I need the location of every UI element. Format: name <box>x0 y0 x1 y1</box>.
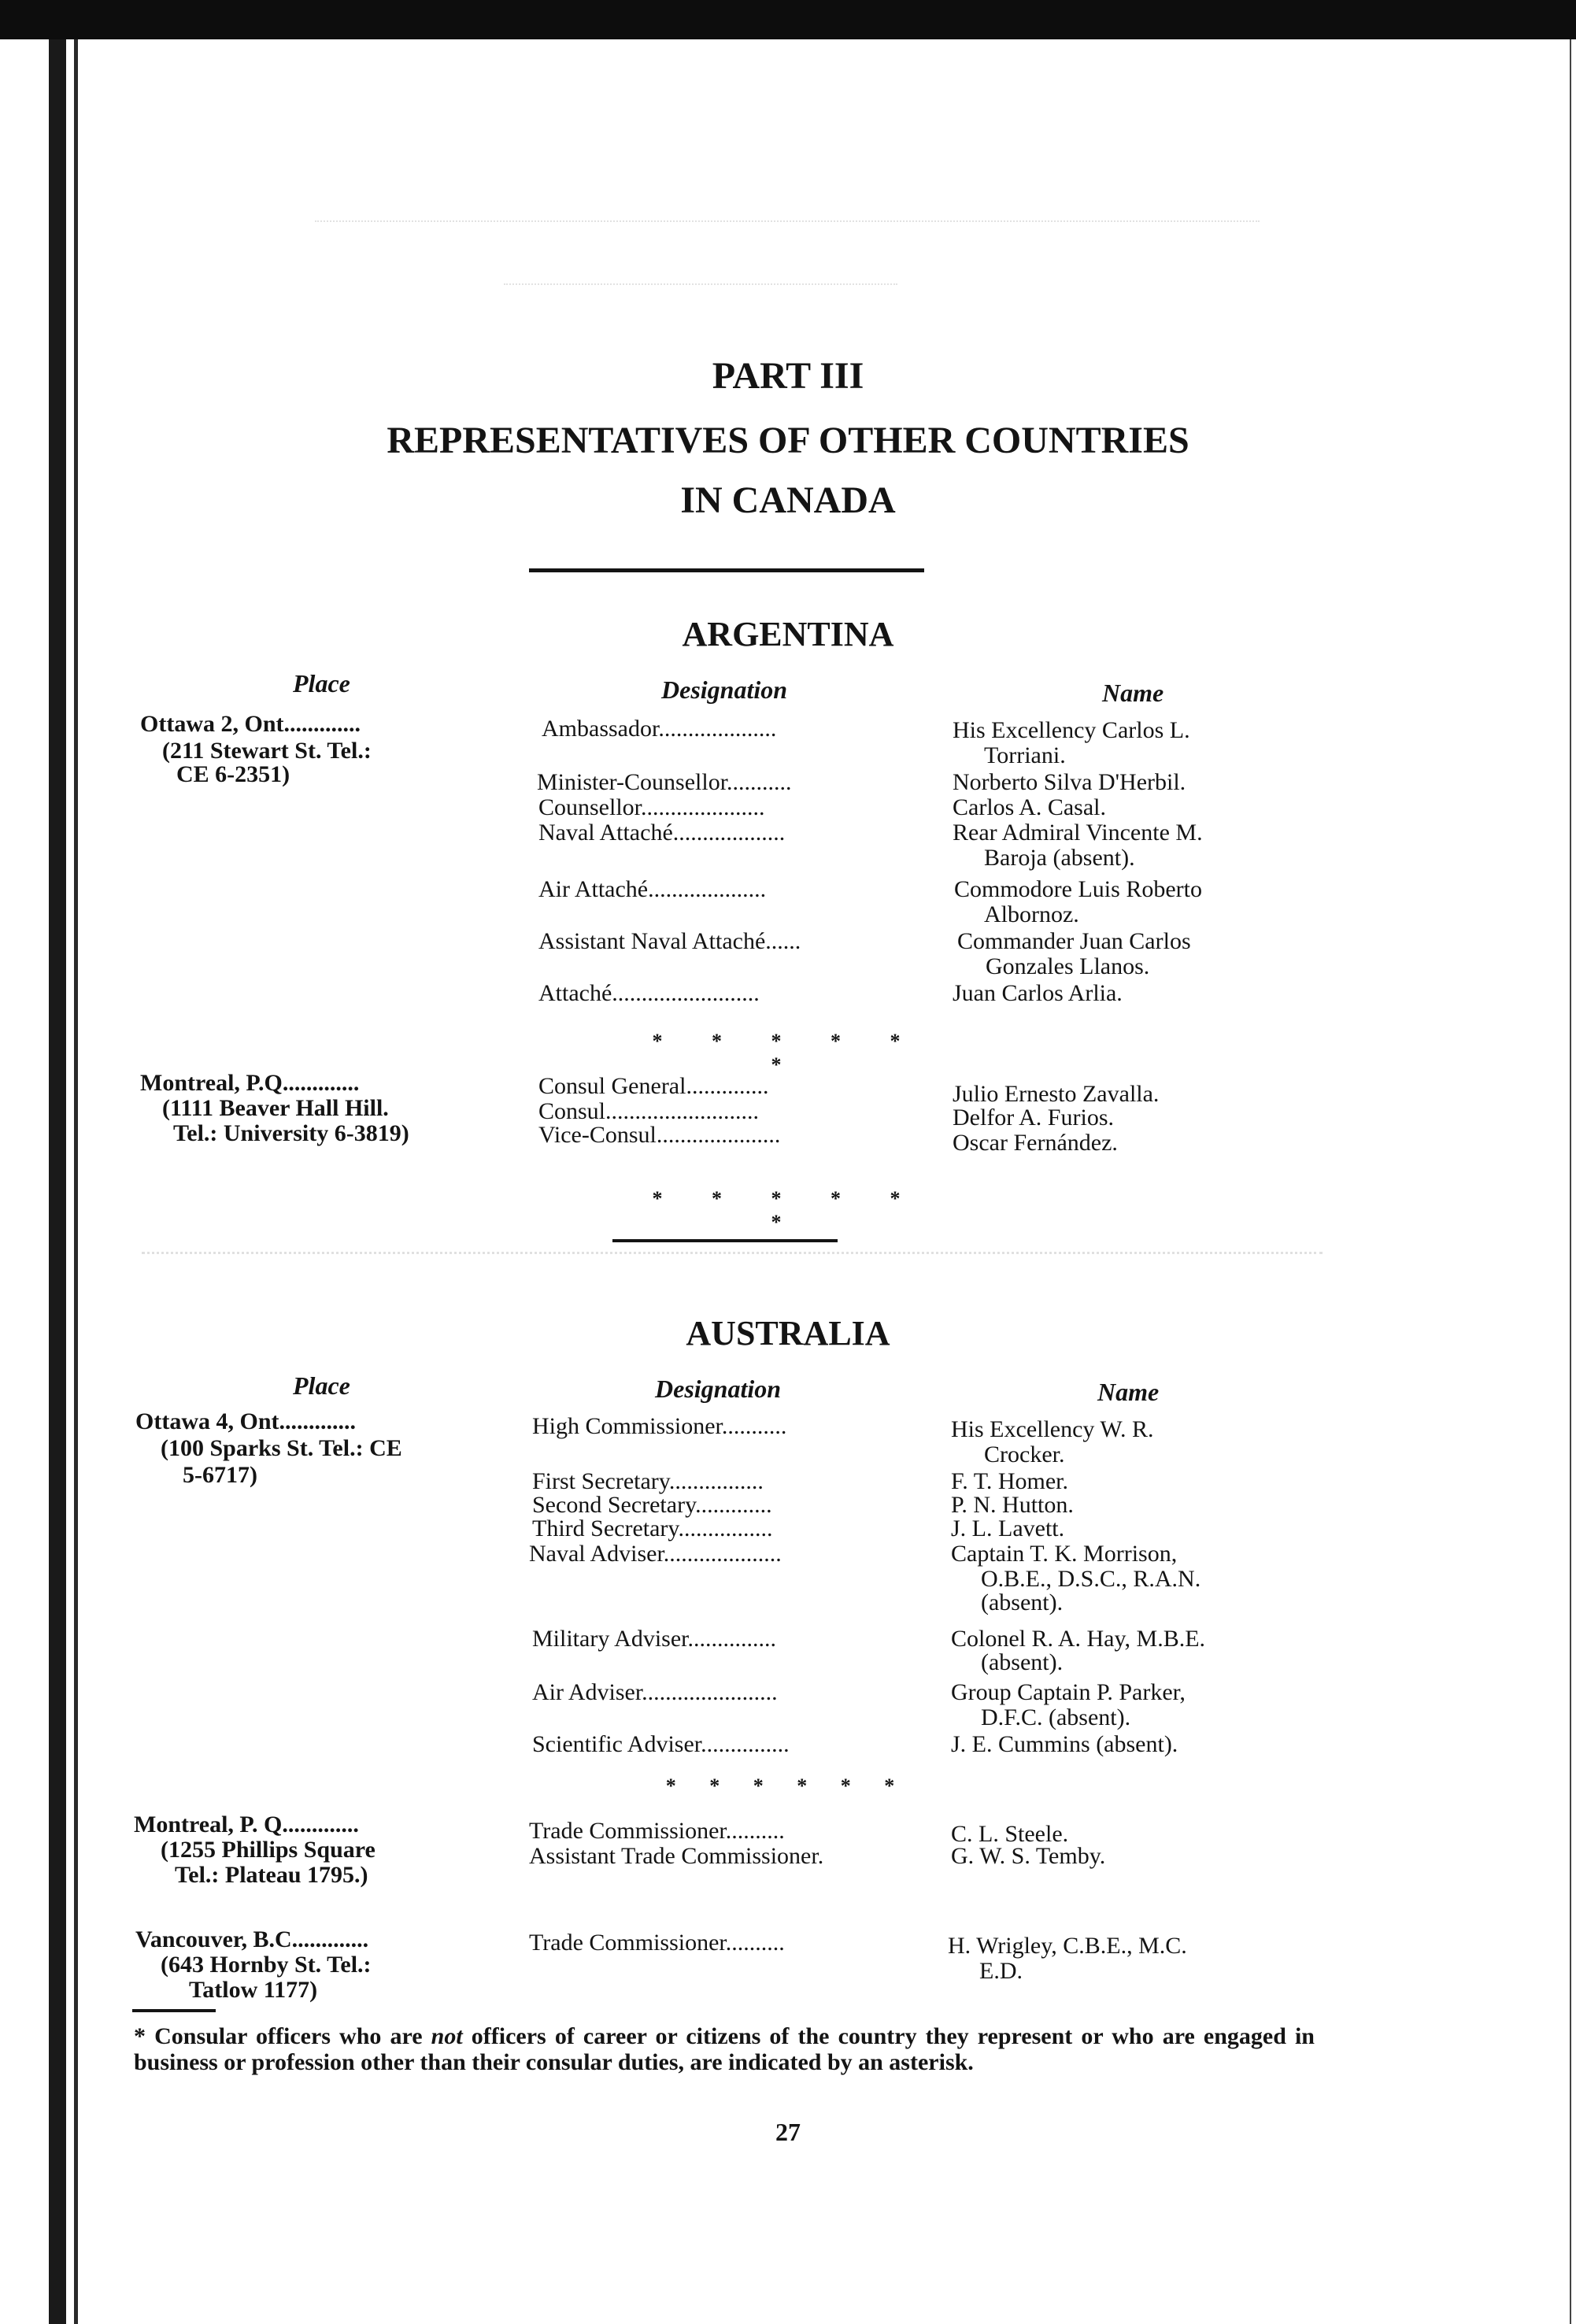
name-cell: P. N. Hutton. <box>951 1492 1074 1518</box>
name-cell: E.D. <box>979 1958 1023 1984</box>
designation-cell: Counsellor..................... <box>538 794 765 820</box>
bleed-through-mark <box>142 1244 1323 1254</box>
designation-cell: Naval Adviser.................... <box>529 1541 782 1567</box>
name-cell: His Excellency W. R. <box>951 1416 1154 1442</box>
name-cell: Captain T. K. Morrison, <box>951 1541 1178 1567</box>
section-separator: * * * * * * <box>652 1030 923 1076</box>
designation-cell: High Commissioner........... <box>532 1413 787 1439</box>
designation-cell: Naval Attaché................... <box>538 820 786 846</box>
name-cell: Carlos A. Casal. <box>953 794 1106 820</box>
part-heading: PART III <box>712 355 864 397</box>
name-cell: Gonzales Llanos. <box>986 953 1150 979</box>
name-cell: Crocker. <box>984 1441 1065 1467</box>
name-cell: Commander Juan Carlos <box>957 928 1191 954</box>
name-cell: D.F.C. (absent). <box>981 1704 1131 1730</box>
name-cell: Colonel R. A. Hay, M.B.E. <box>951 1626 1206 1652</box>
page-number: 27 <box>775 2118 801 2146</box>
designation-cell: Ambassador.................... <box>542 716 777 742</box>
designation-cell: Air Attaché.................... <box>538 876 767 902</box>
column-header-designation: Designation <box>661 675 788 704</box>
bleed-through-mark <box>315 197 1260 222</box>
section-rule <box>612 1239 838 1242</box>
name-cell: J. E. Cummins (absent). <box>951 1731 1178 1757</box>
name-cell: Rear Admiral Vincente M. <box>953 820 1203 846</box>
column-header-name: Name <box>1102 679 1164 707</box>
name-cell: Albornoz. <box>984 901 1079 927</box>
name-cell: (absent). <box>981 1589 1064 1615</box>
name-cell: Juan Carlos Arlia. <box>953 980 1123 1006</box>
designation-cell: Third Secretary................ <box>532 1515 773 1541</box>
name-cell: F. T. Homer. <box>951 1468 1068 1494</box>
designation-cell: Attaché......................... <box>538 980 760 1006</box>
country-heading-australia: AUSTRALIA <box>686 1314 890 1353</box>
name-cell: Baroja (absent). <box>984 845 1135 871</box>
name-cell: O.B.E., D.S.C., R.A.N. <box>981 1566 1201 1592</box>
name-cell: Delfor A. Furios. <box>953 1105 1114 1131</box>
name-cell: Oscar Fernández. <box>953 1130 1118 1156</box>
name-cell: H. Wrigley, C.B.E., M.C. <box>948 1933 1187 1959</box>
title-rule <box>529 568 924 572</box>
footnote: * Consular officers who are not officers of career or citizens of the country they represent or who are engaged in business or profession other than their consular duties, are indicated by an asterisk. <box>134 2023 1315 2075</box>
name-cell: Torriani. <box>984 742 1066 768</box>
bleed-through-mark <box>504 260 897 285</box>
section-separator: * * * * * * <box>665 1774 909 1797</box>
column-header-place: Place <box>293 1371 350 1400</box>
name-cell: Norberto Silva D'Herbil. <box>953 769 1186 795</box>
name-cell: Julio Ernesto Zavalla. <box>953 1081 1160 1107</box>
designation-cell: Vice-Consul..................... <box>538 1122 781 1148</box>
name-cell: G. W. S. Temby. <box>951 1843 1106 1869</box>
country-heading-argentina: ARGENTINA <box>682 615 894 653</box>
designation-cell: Consul.......................... <box>538 1098 760 1124</box>
name-cell: (absent). <box>981 1649 1064 1675</box>
column-header-place: Place <box>293 669 350 698</box>
name-cell: C. L. Steele. <box>951 1821 1069 1847</box>
scan-top-border <box>0 0 1576 39</box>
column-header-name: Name <box>1097 1378 1160 1406</box>
designation-cell: Air Adviser....................... <box>532 1679 778 1705</box>
footnote-rule <box>132 2009 216 2012</box>
designation-cell: Scientific Adviser............... <box>532 1731 790 1757</box>
name-cell: Commodore Luis Roberto <box>954 876 1202 902</box>
designation-cell: Trade Commissioner.......... <box>529 1818 785 1844</box>
designation-cell: Consul General.............. <box>538 1073 769 1099</box>
name-cell: Group Captain P. Parker, <box>951 1679 1186 1705</box>
designation-cell: First Secretary................ <box>532 1468 764 1494</box>
designation-cell: Assistant Naval Attaché...... <box>538 928 801 954</box>
designation-cell: Second Secretary............. <box>532 1492 772 1518</box>
page-title-line2: IN CANADA <box>680 479 896 521</box>
name-cell: His Excellency Carlos L. <box>953 717 1190 743</box>
name-cell: J. L. Lavett. <box>951 1515 1065 1541</box>
designation-cell: Military Adviser............... <box>532 1626 776 1652</box>
designation-cell: Assistant Trade Commissioner. <box>529 1843 824 1869</box>
section-separator: * * * * * * <box>652 1187 923 1234</box>
designation-cell: Minister-Counsellor........... <box>537 769 792 795</box>
page-title-line1: REPRESENTATIVES OF OTHER COUNTRIES <box>387 420 1189 461</box>
designation-cell: Trade Commissioner.......... <box>529 1930 785 1956</box>
column-header-designation: Designation <box>655 1375 782 1403</box>
